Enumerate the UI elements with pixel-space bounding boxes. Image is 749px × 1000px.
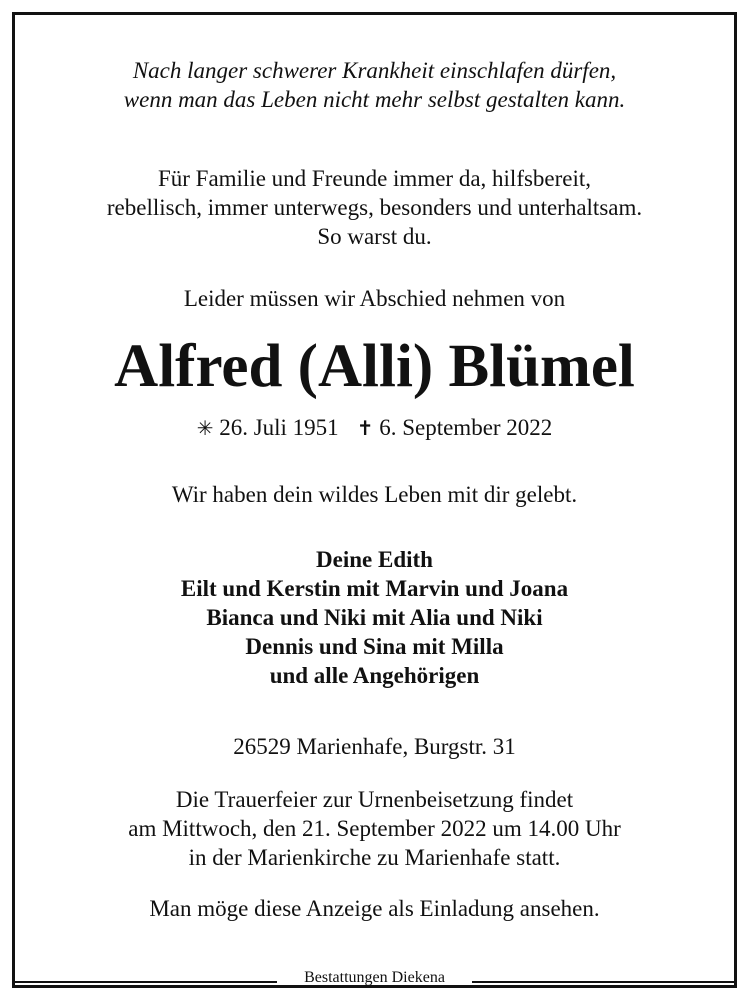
mourner-line: Bianca und Niki mit Alia und Niki: [206, 605, 543, 630]
intro-line-2: wenn man das Leben nicht mehr selbst gestalten kann.: [123, 87, 626, 112]
birth-date: 26. Juli 1951: [219, 415, 339, 440]
mourner-line: Dennis und Sina mit Milla: [245, 634, 504, 659]
mourner-line: und alle Angehörigen: [269, 663, 480, 688]
tribute-text: [0, 164, 749, 251]
motto: Wir haben dein wildes Leben mit dir gelebt.: [171, 482, 578, 507]
intro-line-1: Nach langer schwerer Krankheit einschlafen dürfen,: [132, 58, 617, 83]
death-cross-icon: ✝: [356, 416, 374, 440]
ceremony-line-1: Die Trauerfeier zur Urnenbeisetzung findet: [175, 787, 574, 812]
ceremony-info: [0, 785, 749, 872]
footer-rule-right: [472, 981, 734, 983]
mourner-line: Deine Edith: [316, 547, 433, 572]
intro-verse: [0, 56, 749, 114]
tribute-line-3: So warst du.: [317, 224, 432, 249]
address: 26529 Marienhafe, Burgstr. 31: [233, 734, 516, 759]
tribute-line-2: rebellisch, immer unterwegs, besonders und unterhaltsam.: [106, 195, 643, 220]
death-date: 6. September 2022: [379, 415, 553, 440]
farewell-lead: Leider müssen wir Abschied nehmen von: [183, 286, 566, 311]
invitation-note: Man möge diese Anzeige als Einladung ansehen.: [149, 896, 600, 921]
life-dates: [0, 413, 749, 443]
tribute-line-1: Für Familie und Freunde immer da, hilfsbereit,: [157, 166, 592, 191]
mourner-line: Eilt und Kerstin mit Marvin und Joana: [180, 576, 569, 601]
birth-star-icon: ✳: [196, 416, 214, 440]
footer: [15, 967, 734, 991]
ceremony-line-3: in der Marienkirche zu Marienhafe statt.: [188, 845, 561, 870]
ceremony-line-2: am Mittwoch, den 21. September 2022 um 14.00 Uhr: [128, 816, 621, 841]
deceased-name: Alfred (Alli) Blümel: [114, 333, 635, 400]
funeral-home-label: Bestattungen Diekena: [304, 969, 445, 986]
mourners-list: [0, 545, 749, 690]
